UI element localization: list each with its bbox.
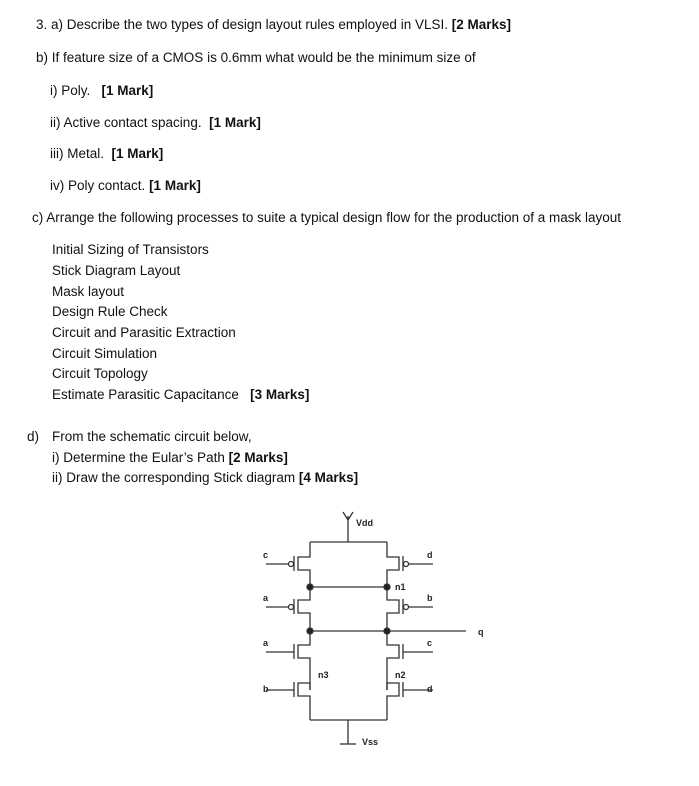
- item-text: Estimate Parasitic Capacitance: [52, 387, 239, 402]
- item-text: iii) Metal.: [50, 146, 105, 161]
- item-marks: [3 Marks]: [250, 387, 310, 402]
- question-3c: c) Arrange the following processes to suite a typical design flow for the production of a mask layout: [32, 210, 622, 225]
- q3d-item: [52, 450, 288, 465]
- q3b-item: [50, 178, 201, 193]
- item-text: i) Poly.: [50, 83, 91, 98]
- question-3d-label: d): [27, 429, 40, 444]
- q3b-item: [50, 115, 261, 130]
- item-text: ii) Draw the corresponding Stick diagram: [52, 470, 296, 485]
- gate-label: c: [427, 638, 433, 648]
- item-text: ii) Active contact spacing.: [50, 115, 202, 130]
- question-3b: b) If feature size of a CMOS is 0.6mm what would be the minimum size of: [36, 50, 476, 65]
- item-text: iv) Poly contact.: [50, 178, 146, 193]
- process-item: Mask layout: [52, 284, 125, 299]
- item-marks: [1 Mark]: [111, 146, 164, 161]
- item-marks: [4 Marks]: [298, 470, 359, 485]
- node-label-n3: n3: [318, 670, 329, 680]
- gate-label: d: [427, 550, 433, 560]
- process-item: Initial Sizing of Transistors: [52, 242, 209, 257]
- pmos-right-top: [387, 542, 399, 587]
- q3b-item: [50, 146, 163, 161]
- question-3d: From the schematic circuit below,: [52, 429, 252, 444]
- item-marks: [2 Marks]: [228, 450, 288, 465]
- gate-label: c: [263, 550, 269, 560]
- item-marks: [1 Mark]: [101, 83, 154, 98]
- nmos-right-top: [387, 631, 399, 690]
- vdd-symbol: [343, 512, 353, 542]
- pmos-left-top: [298, 542, 310, 587]
- pmos-left-bottom: [298, 587, 310, 631]
- nmos-left-bottom: [298, 683, 310, 720]
- gate-label: b: [427, 593, 433, 603]
- gate-label: a: [263, 593, 269, 603]
- nmos-left-top: [298, 631, 310, 690]
- item-marks: [1 Mark]: [149, 178, 201, 193]
- q3b-item: [50, 83, 153, 98]
- item-text: i) Determine the Eular’s Path: [52, 450, 225, 465]
- node-label-n1: n1: [395, 582, 406, 592]
- process-item: Circuit and Parasitic Extraction: [52, 325, 236, 340]
- nmos-right-bottom: [387, 683, 399, 720]
- item-marks: [1 Mark]: [209, 115, 261, 130]
- process-item: [52, 387, 309, 402]
- gate-label: b: [263, 684, 269, 694]
- node-label-n2: n2: [395, 670, 406, 680]
- q3d-item: [52, 470, 358, 485]
- q3a-text: 3. a) Describe the two types of design layout rules employed in VLSI.: [36, 17, 448, 32]
- process-item: Circuit Simulation: [52, 346, 158, 361]
- question-3a: [36, 17, 511, 32]
- process-item: Stick Diagram Layout: [52, 263, 181, 278]
- process-item: Design Rule Check: [52, 304, 168, 319]
- output-label-q: q: [478, 627, 484, 637]
- pmos-right-bottom: [387, 587, 399, 631]
- gate-label: a: [263, 638, 269, 648]
- vdd-label: Vdd: [356, 518, 373, 528]
- gate-label: d: [427, 684, 433, 694]
- process-item: Circuit Topology: [52, 366, 148, 381]
- vss-label: Vss: [362, 737, 379, 747]
- cmos-schematic: [240, 500, 500, 760]
- q3a-marks: [2 Marks]: [451, 17, 512, 32]
